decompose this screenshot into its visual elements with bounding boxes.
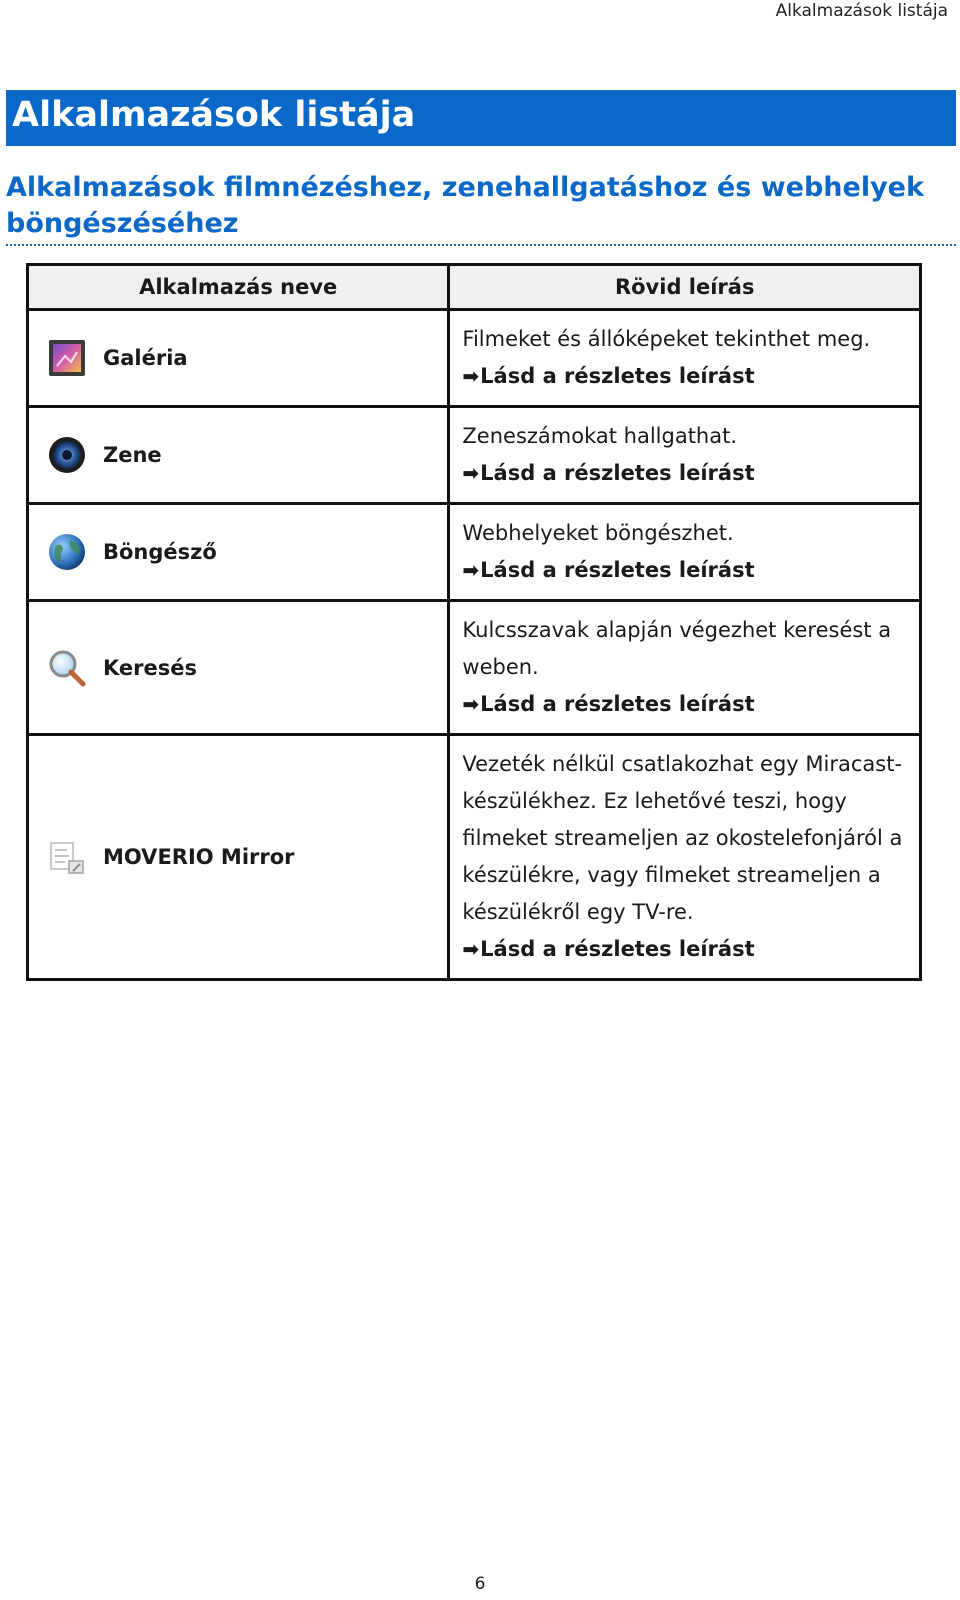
app-description: Kulcsszavak alapján végezhet keresést a weben.	[462, 618, 892, 679]
column-header-description: Rövid leírás	[449, 265, 921, 310]
name-cell	[28, 601, 449, 735]
arrow-right-icon: ➡	[462, 692, 480, 716]
see-details-label: Lásd a részletes leírást	[480, 937, 755, 961]
see-details-link[interactable]	[462, 686, 909, 723]
name-cell	[28, 735, 449, 980]
app-name: MOVERIO Mirror	[103, 845, 295, 869]
table-row	[28, 407, 921, 504]
see-details-label: Lásd a részletes leírást	[480, 692, 755, 716]
app-description: Zeneszámokat hallgathat.	[462, 424, 738, 448]
see-details-link[interactable]	[462, 358, 909, 395]
arrow-right-icon: ➡	[462, 937, 480, 961]
app-name: Böngésző	[103, 540, 217, 564]
mirror-icon	[47, 837, 87, 877]
globe-icon	[47, 532, 87, 572]
running-header: Alkalmazások listája	[775, 1, 948, 21]
magnifier-icon	[47, 648, 87, 688]
description-cell	[449, 601, 921, 735]
gallery-icon	[47, 338, 87, 378]
page-title: Alkalmazások listája	[12, 95, 416, 135]
title-bar	[6, 90, 956, 146]
speaker-icon	[47, 435, 87, 475]
app-description: Vezeték nélkül csatlakozhat egy Miracast-készülékhez. Ez lehetővé teszi, hogy filmeket streameljen az okostelefonjáról a készülékre, vagy filmeket streameljen a készülékről egy TV-re.	[462, 752, 903, 924]
app-name: Keresés	[103, 655, 197, 680]
see-details-label: Lásd a részletes leírást	[480, 558, 755, 582]
table-header-row	[28, 265, 921, 310]
column-header-name: Alkalmazás neve	[28, 265, 449, 310]
app-name: Galéria	[103, 346, 188, 370]
arrow-right-icon: ➡	[462, 364, 480, 388]
description-cell	[449, 310, 921, 407]
see-details-link[interactable]	[462, 552, 909, 589]
see-details-label: Lásd a részletes leírást	[480, 461, 755, 485]
table-row	[28, 735, 921, 980]
description-cell	[449, 735, 921, 980]
name-cell	[28, 310, 449, 407]
name-cell	[28, 504, 449, 601]
table-row	[28, 601, 921, 735]
table-row	[28, 504, 921, 601]
applications-table	[26, 263, 922, 981]
page-number: 6	[474, 1574, 486, 1594]
description-cell	[449, 504, 921, 601]
name-cell	[28, 407, 449, 504]
see-details-link[interactable]	[462, 455, 909, 492]
table-row	[28, 310, 921, 407]
app-description: Filmeket és állóképeket tekinthet meg.	[462, 327, 871, 351]
see-details-link[interactable]	[462, 931, 909, 968]
arrow-right-icon: ➡	[462, 461, 480, 485]
description-cell	[449, 407, 921, 504]
app-description: Webhelyeket böngészhet.	[462, 521, 734, 545]
app-name: Zene	[103, 443, 162, 467]
section-heading: Alkalmazások filmnézéshez, zenehallgatáshoz és webhelyek böngészéséhez	[6, 170, 956, 246]
arrow-right-icon: ➡	[462, 558, 480, 582]
see-details-label: Lásd a részletes leírást	[480, 364, 755, 388]
